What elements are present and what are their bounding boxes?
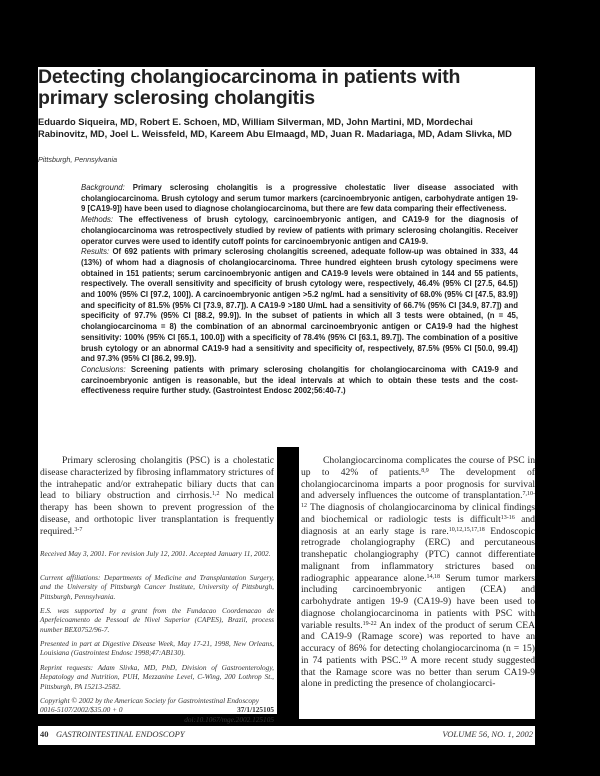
page-number: 40 xyxy=(40,729,49,739)
article-code: 37/1/125105 xyxy=(237,705,274,715)
page-header-region xyxy=(38,67,535,447)
citation[interactable]: 7,10-12 xyxy=(301,491,535,509)
volume-info: VOLUME 56, NO. 1, 2002 xyxy=(442,729,533,739)
author-list: Eduardo Siqueira, MD, Robert E. Schoen, MD, William Silverman, MD, John Martini, MD, Mordechai Rabinovitz, MD, Joel L. Weissfeld, MD, Kareem Abu Elmaagd, MD, Juan R. Madariaga, MD, Adam Slivka, MD xyxy=(38,117,512,139)
right-column xyxy=(299,447,535,719)
citation[interactable]: 19-22 xyxy=(362,620,377,627)
abstract-background: Background: Primary sclerosing cholangitis is a progressive cholestatic liver disease associated with cholangiocarcinoma. Brush cytology and serum tumor markers (carcinoembryonic antigen, carbohydrate antigen 19-9 [CA19-9]) have been used to diagnose cholangiocarcinoma, but there are few data comparing their effectiveness. xyxy=(81,183,518,214)
citation[interactable]: 10,12,15,17,18 xyxy=(448,526,485,533)
abstract-methods: Methods: The effectiveness of brush cytology, carcinoembryonic antigen, and CA19-9 for the diagnosis of cholangiocarcinoma was retrospectively studied by review of patients with primary sclerosing cholangitis. Receiver operator curves were used to identify cutoff points for carcinoembryonic antigen and CA19-9. xyxy=(81,215,518,246)
footnote-received: Received May 3, 2001. For revision July 12, 2001. Accepted January 11, 2002. xyxy=(40,549,271,558)
author-affiliation: Pittsburgh, Pennsylvania xyxy=(38,155,118,164)
doi[interactable]: doi:10.1067/mge.2002.125105 xyxy=(184,714,274,724)
footnote-support: E.S. was supported by a grant from the Fundacao Coordenacao de Aperfeicoamento de Pessoal de Nivel Superior (CAPES), Brazil, process number BEX0752/96-7. xyxy=(40,606,274,634)
citation[interactable]: 13-16 xyxy=(500,514,515,521)
intro-paragraph: Primary sclerosing cholangitis (PSC) is a cholestatic disease characterized by fibrosing inflammatory strictures of the intrahepatic and/or extrahepatic biliary ducts that can lead to biliary obstruction and cirrhosis.$^{1,2}$ No medical therapy has been shown to prevent progression of the disease, and orthotopic liver transplantation is frequently required.$^{3-7}$ xyxy=(40,455,275,537)
footnote-reprints: Reprint requests: Adam Slivka, MD, PhD, Division of Gastroenterology, Hepatology and Nutrition, PUH, Mezzanine Level, C-Wing, 200 Lothrop St., Pittsburgh, PA 15213-2582. xyxy=(40,663,274,691)
article-title: Detecting cholangiocarcinoma in patients with primary sclerosing cholangitis xyxy=(38,66,461,109)
citation[interactable]: 14,18 xyxy=(426,573,441,580)
footnote-copyright: Copyright © 2002 by the American Society for Gastrointestinal Endoscopy 0016-5107/2002/$35.00 + 0 37/1/125105 doi:10.1067/mge.2002.125105 xyxy=(40,696,274,724)
left-column xyxy=(38,447,277,724)
footnote-affiliations: Current affiliations: Departments of Medicine and Transplantation Surgery, and the University of Pittsburgh Cancer Institute, University of Pittsburgh, Pittsburgh, Pennsylvania. xyxy=(40,573,274,601)
citation[interactable]: 1,2 xyxy=(212,491,220,498)
abstract-results: Results: Of 692 patients with primary sclerosing cholangitis screened, adequate follow-up was obtained in 333, 44 (13%) of whom had a diagnosis of cholangiocarcinoma. Three hundred eighteen brush cytology specimens were obtained in 151 patients; serum carcinoembryonic antigen and CA19-9 levels were obtained in 144 and 55 patients, respectively. The overall sensitivity and specificity of brush cytology were, respectively, 46.4% (95% CI [27.5, 64.5]) and 100% (95% CI [97.2, 100]). A carcinoembryonic antigen >5.2 ng/mL had a sensitivity of 68.0% (95% CI [47.5, 83.9]) and specificity of 81.5% (95% CI [73.9, 87.7]). A CA19-9 >180 U/mL had a sensitivity of 66.7% (95% CI [34.9, 87.7]) and specificity of 97.7% (95% CI [88.2, 99.9]). In the subset of patients in which all 3 tests were obtained, (n = 45, cholangiocarcinoma = 8) the combination of an abnormal carcinoembryonic antigen or CA19-9 had the highest sensitivity: 100% (95% CI [65.1, 100.0]) with a specificity of 78.4% (95% CI [63.1, 89.7]). The combination of a positive brush cytology or an abnormal CA19-9 had a sensitivity and specificity of, respectively, 87.5% (95% CI [50.0, 99.4]) and 97.3% (95% CI [86.2, 99.9]). xyxy=(81,247,518,364)
abstract-conclusions: Conclusions: Screening patients with primary sclerosing cholangitis for cholangiocarcinoma with CA19-9 and carcinoembryonic antigen is reasonable, but the ideal intervals at which to obtain these tests and the cost-effectiveness require further study. (Gastrointest Endosc 2002;56:40-7.) xyxy=(81,364,518,396)
journal-name: GASTROINTESTINAL ENDOSCOPY xyxy=(56,729,185,739)
citation[interactable]: 3-7 xyxy=(74,526,83,533)
citation[interactable]: 8,9 xyxy=(421,467,429,474)
abstract xyxy=(81,183,518,397)
citation[interactable]: 19 xyxy=(400,655,407,662)
footnote-presented: Presented in part at Digestive Disease Week, May 17-21, 1998, New Orleans, Louisiana (Gastrointest Endosc 1998;47:AB130). xyxy=(40,639,274,658)
issn: 0016-5107/2002/$35.00 + 0 xyxy=(40,705,123,715)
page-footer xyxy=(38,726,535,745)
body-paragraph: Cholangiocarcinoma complicates the course of PSC in up to 42% of patients.$^{8,9}$ The development of cholangiocarcinoma imparts a poor prognosis for survival and adversely influences the outcome of transplantation.$^{7,10-12}$ The diagnosis of cholangiocarcinoma by clinical findings and biochemical or radiologic tests is difficult$^{13-16}$ and diagnosis at an early stage is rare.$^{10,12,15,17,18}$ Endoscopic retrograde cholangiography (ERC) and percutaneous transhepatic cholangiography (PTC) cannot differentiate malignant from inflammatory strictures based on radiographic appearance alone.$^{14,18}$ Serum tumor markers including carcinoembryonic antigen (CEA) and carbohydrate antigen 19-9 (CA19-9) have been used to diagnose cholangiocarcinoma in patients with PSC with variable results.$^{19-22}$ An index of the product of serum CEA and CA19-9 (Ramage score) was reported to have an accuracy of 86% for detecting cholangiocarcinoma (n = 15) in 74 patients with PSC.$^{19}$ A more recent study suggested that the Ramage score was no better than serum CA19-9 alone in predicting the presence of cholangiocarci- xyxy=(301,455,536,690)
